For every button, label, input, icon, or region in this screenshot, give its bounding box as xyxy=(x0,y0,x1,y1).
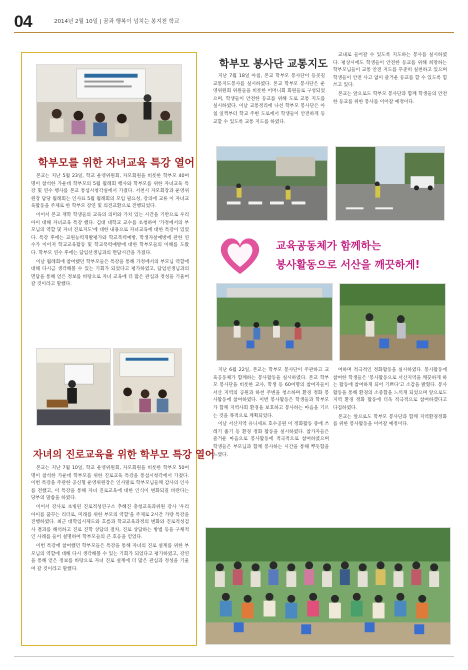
article2-body xyxy=(31,465,189,637)
article2-para-2: 이어서 강사로 초빙된 진로적성연구소 추혜진 충청교육과위원 강사 '우리 아이를 꿈꾸는 리더로, 미래를 위한 부모의 역할'을 주제로 2시간 가량 특강을 진행하였다. 최근 대학입시제도와 흐름과 학교교육과정의 변화와 진로적성검사 결과를 해석하고 진로 진학 상담의 절차, 진로 상담하는 방법 등을 구체적인 사례를 들어 설명하여 학부모들의 큰 호응을 얻었다. xyxy=(31,504,189,541)
article3-title: 학부모 봉사단 교통지도 xyxy=(219,58,328,70)
group-photo xyxy=(205,527,451,645)
article4-para-4: 본교는 앞으로도 학부모 봉사단과 함께 지역환경정화를 위한 봉사활동을 이어갈 예정이다. xyxy=(333,414,447,428)
article1-body xyxy=(31,173,189,357)
article2-para-3: 이번 특강에 참여했던 학부모들은 특강을 통해 자녀의 진로 설계를 위한 부모님의 역할에 대해 다시 생각해볼 수 있는 기회가 되었다고 평가하였고, 강연을 통해 얻은 정보를 바탕으로 자녀 진로 설계에 더 많은 관심과 정성을 기울여 갈 것이라고 말했다. xyxy=(31,543,189,572)
page-header xyxy=(14,12,454,32)
traffic-photo-2 xyxy=(335,146,445,221)
article3-para-3: 본교는 앞으로도 학부모 봉사단과 함께 학생들의 안전한 등교를 위한 봉사를 이어갈 예정이다. xyxy=(333,91,447,105)
article4-title-line1: 교육공동체가 함께하는 xyxy=(276,240,382,252)
article1-para-3: 이날 월례회에 참여했던 학부모들은 특강을 통해 가정에서의 부모님 역할에 대해 다시금 생각해볼 수 있는 기회가 되었다고 평가하였고, 담임선생님과의 면담을 통해 얻은 정보를 바탕으로 자녀 교육에 더 많은 관심과 정성을 기울여 갈 것이라고 말했다. xyxy=(31,259,189,288)
article2-title: 자녀의 진로교육을 위한 학부모 특강 열어 xyxy=(33,450,215,461)
article4-body-left xyxy=(213,367,329,523)
article1-para-2: 이어서 본교 재학 학생들의 교육의 의미와 가치 있는 시간을 기반으로 우리 아이 대해 자녀교육 특강 했다. 김대 대학교 교수를 초청하여 '가정에서의 부모님의 역할 및 자녀 진로지도'에 대한 내용으로 자녀교육에 대한 특강이 있었다. 특강 후에는 교원능력개발평가와 학교폭력예방, 학생자살예방에 관한 연수가 이어져 학교교육활동 및 학교폭력예방에 대한 학부모들의 이해를 도왔다. 학부모 연수 후에는 담임선생님과의 면담시간을 가졌다. xyxy=(31,212,189,256)
issue-text: 2014년 2월 10일 | 꿈과 행복이 넘치는 봉지천 학교 xyxy=(54,19,180,25)
header-rule xyxy=(14,32,454,33)
seminar-photo-1 xyxy=(36,64,182,142)
heart-icon xyxy=(217,234,263,276)
article4-para-1: 지난 6월 22일, 본교는 학부모 봉사단이 주관하고 교육공동체가 함께하는 봉사활동을 실시하였다. 본교 학부모 봉사단을 비롯한 교사, 학생 등 60여명의 참여자들이 서산 지역의 공원과 하천 주변을 청소하며 환경 정화 봉사활동에 참여하였다. 이번 봉사활동은 학생들과 학부모가 함께 지역사회 환경을 보호하고 봉사하는 마음을 기르는 것을 목적으로 계획되었다. xyxy=(213,368,329,419)
article1-para-1: 본교는 지난 5월 23일, 학교 운영위원회, 자모회원을 비롯한 학부모 40여명이 참석한 가운데 학부모의 5월 월례회 행사와 학부모를 위한 자녀교육 특강 및 연수 행사를 본교 통섬시청각실에서 가졌다. 서천시 자모회장과 운영위원장 담당 월례회는 인사표 5월 월례회의 모임 필요성, 강의에 교류 이 자녀교육활동을 주제로 한 학부모 강연 및 의견교환으로 진행되었다. xyxy=(31,174,189,210)
article2-para-1: 본교는 지난 7월 10일, 학교 운영위원회, 자모회원을 비롯한 학부모 50여명이 참석한 가운데 학부모를 위한 진로교육 특강을 통섬시청각에서 가졌다. 이번 특강을 주관한 공신형 운영위원장은 인사말로 학부모님들께 감사의 인사를 전했고, 이 특강을 통해 자녀 진로교육에 대한 인식이 변화되길 바란다는 당부의 말씀을 하였다. xyxy=(31,466,189,502)
article3-body-right xyxy=(333,52,447,145)
volunteer-photo-1 xyxy=(216,283,333,361)
article4-body-right xyxy=(333,367,447,523)
article4-para-2: 이날 서산지역 유니세프 호수공원 이 정화활동 중에 쓰레기 줍기 등 환경 정화 활동을 실시하였다. 참가자들은 즐거운 마음으로 봉사활동에 적극적으로 참여하였으며 학생들은 부모님과 함께 봉사하는 시간을 통해 뿌듯함을 느꼈다. xyxy=(213,422,329,458)
article3-para-2: 교내로 들어갈 수 있도록 지도하는 봉사를 실시하였다. 평상시에도 학생들이 안전한 등교를 위해 희망하는 학부모님들이 교통 안전 지도를 꾸준히 실천하고 있으며 학생들이 안전 사고 없이 즐거운 등교를 할 수 있도록 힘쓰고 있다. xyxy=(333,53,447,89)
article4-para-3: 여하며 적극적인 정화활동을 실시하였다. 봉사활동에 참여한 학생들은 '봉사활동으로 서산지역을 깨끗하게 하는 활동에 참여하게 되어 기쁘다'고 소감을 밝혔다. 봉사활동을 통해 환경의 소중함을 느끼게 되었으며 앞으로도 지역 환경 정화 활동에 더욱 적극적으로 참여하겠다고 다짐하였다. xyxy=(333,368,447,411)
footer-rule xyxy=(14,656,454,657)
article4-title-line2: 봉사활동으로 서산을 깨끗하게! xyxy=(276,259,420,271)
article3-body-left xyxy=(213,73,325,145)
article1-title: 학부모를 위한 자녀교육 특강 열어 xyxy=(38,157,195,169)
seminar-photo-2a xyxy=(36,348,111,426)
traffic-photo-1 xyxy=(216,146,328,221)
article3-para-1: 지난 7월 18일 아침, 본교 학부모 봉사단이 등굣길 교통지도봉사를 실시하였다. 본교 학부모 봉사단은 운영위원회 위원들을 비롯한 어머니회 회원들로 구성되었으며, 학생들이 안전한 등교를 위해 도로 교통 지도를 실시하였다. 이날 교통정리에 나선 학부모 봉사단은 아침 일찍부터 학교 주변 도로에서 학생들이 안전하게 등교할 수 있도록 교통 지도를 하였다. xyxy=(213,74,325,125)
volunteer-photo-2 xyxy=(339,283,446,361)
seminar-photo-2b xyxy=(113,348,182,426)
page-number: 04 xyxy=(14,12,32,31)
